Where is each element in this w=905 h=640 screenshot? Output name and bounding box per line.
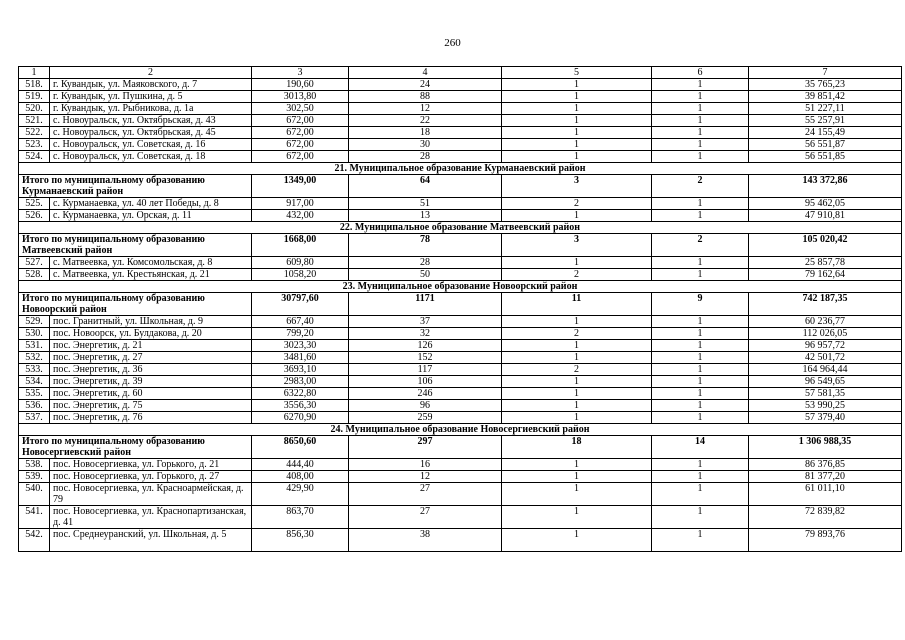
row-number: 541.	[19, 506, 50, 529]
row-area: 672,00	[252, 127, 349, 139]
row-address: с. Новоуральск, ул. Октябрьская, д. 45	[50, 127, 252, 139]
col-number-1: 1	[19, 67, 50, 79]
row-number: 523.	[19, 139, 50, 151]
row-col5: 1	[502, 316, 652, 328]
row-sum: 24 155,49	[749, 127, 902, 139]
row-address: с. Новоуральск, ул. Октябрьская, д. 43	[50, 115, 252, 127]
row-area: 3013,80	[252, 91, 349, 103]
row-col6: 1	[652, 506, 749, 529]
table-row	[19, 352, 902, 364]
row-address: пос. Новосергиевка, ул. Краснопартизанская, д. 41	[50, 506, 252, 529]
row-people: 18	[349, 127, 502, 139]
row-people: 246	[349, 388, 502, 400]
row-sum: 56 551,85	[749, 151, 902, 163]
row-sum: 164 964,44	[749, 364, 902, 376]
row-col6: 1	[652, 400, 749, 412]
row-sum: 81 377,20	[749, 471, 902, 483]
row-col6: 1	[652, 127, 749, 139]
table-row	[19, 127, 902, 139]
table-row	[19, 198, 902, 210]
row-col6: 1	[652, 91, 749, 103]
row-people: 38	[349, 529, 502, 552]
row-address: пос. Гранитный, ул. Школьная, д. 9	[50, 316, 252, 328]
row-number: 540.	[19, 483, 50, 506]
row-number: 539.	[19, 471, 50, 483]
row-sum: 35 765,23	[749, 79, 902, 91]
row-sum: 72 839,82	[749, 506, 902, 529]
row-number: 542.	[19, 529, 50, 552]
table-row	[19, 151, 902, 163]
table-row	[19, 459, 902, 471]
row-area: 917,00	[252, 198, 349, 210]
row-number: 537.	[19, 412, 50, 424]
table-row	[19, 412, 902, 424]
row-people: 259	[349, 412, 502, 424]
row-sum: 53 990,25	[749, 400, 902, 412]
row-col5: 1	[502, 139, 652, 151]
row-address: с. Матвеевка, ул. Крестьянская, д. 21	[50, 269, 252, 281]
col-number-3: 3	[252, 67, 349, 79]
row-col5: 1	[502, 412, 652, 424]
row-address: пос. Энергетик, д. 27	[50, 352, 252, 364]
col-number-6: 6	[652, 67, 749, 79]
row-sum: 60 236,77	[749, 316, 902, 328]
row-sum: 95 462,05	[749, 198, 902, 210]
row-sum: 25 857,78	[749, 257, 902, 269]
row-col6: 1	[652, 529, 749, 552]
row-number: 534.	[19, 376, 50, 388]
total-label: Итого по муниципальному образованию Матвеевский район	[19, 234, 252, 257]
total-row	[19, 293, 902, 316]
row-col6: 1	[652, 352, 749, 364]
row-address: с. Новоуральск, ул. Советская, д. 16	[50, 139, 252, 151]
row-people: 27	[349, 483, 502, 506]
col-number-4: 4	[349, 67, 502, 79]
row-col6: 1	[652, 364, 749, 376]
total-area: 8650,60	[252, 436, 349, 459]
row-number: 535.	[19, 388, 50, 400]
table-row	[19, 139, 902, 151]
row-sum: 42 501,72	[749, 352, 902, 364]
row-area: 6270,90	[252, 412, 349, 424]
row-sum: 86 376,85	[749, 459, 902, 471]
row-col6: 1	[652, 376, 749, 388]
table-row	[19, 388, 902, 400]
row-number: 518.	[19, 79, 50, 91]
row-people: 12	[349, 103, 502, 115]
row-col5: 1	[502, 91, 652, 103]
row-people: 13	[349, 210, 502, 222]
row-number: 522.	[19, 127, 50, 139]
total-row	[19, 234, 902, 257]
row-area: 1058,20	[252, 269, 349, 281]
table-row	[19, 483, 902, 506]
row-people: 50	[349, 269, 502, 281]
section-title: 24. Муниципальное образование Новосергиевский район	[19, 424, 902, 436]
section-header-row	[19, 424, 902, 436]
total-sum: 1 306 988,35	[749, 436, 902, 459]
row-address: пос. Энергетик, д. 60	[50, 388, 252, 400]
col-number-7: 7	[749, 67, 902, 79]
row-sum: 57 379,40	[749, 412, 902, 424]
table-row	[19, 79, 902, 91]
row-col6: 1	[652, 471, 749, 483]
row-col5: 1	[502, 352, 652, 364]
table-row	[19, 91, 902, 103]
row-area: 302,50	[252, 103, 349, 115]
table-row	[19, 506, 902, 529]
row-area: 609,80	[252, 257, 349, 269]
total-sum: 143 372,86	[749, 175, 902, 198]
row-col5: 2	[502, 198, 652, 210]
row-people: 126	[349, 340, 502, 352]
row-col5: 2	[502, 364, 652, 376]
row-number: 527.	[19, 257, 50, 269]
total-row	[19, 436, 902, 459]
row-number: 528.	[19, 269, 50, 281]
row-col6: 1	[652, 412, 749, 424]
row-address: с. Курманаевка, ул. Орская, д. 11	[50, 210, 252, 222]
total-row	[19, 175, 902, 198]
row-col5: 1	[502, 529, 652, 552]
section-header-row	[19, 222, 902, 234]
total-sum: 105 020,42	[749, 234, 902, 257]
row-people: 30	[349, 139, 502, 151]
row-people: 117	[349, 364, 502, 376]
row-people: 88	[349, 91, 502, 103]
col-number-5: 5	[502, 67, 652, 79]
row-address: пос. Новосергиевка, ул. Горького, д. 21	[50, 459, 252, 471]
row-people: 24	[349, 79, 502, 91]
row-col6: 1	[652, 269, 749, 281]
total-col6: 14	[652, 436, 749, 459]
row-col6: 1	[652, 103, 749, 115]
row-address: пос. Энергетик, д. 39	[50, 376, 252, 388]
row-number: 529.	[19, 316, 50, 328]
row-area: 429,90	[252, 483, 349, 506]
column-number-row	[19, 67, 902, 79]
row-address: с. Матвеевка, ул. Комсомольская, д. 8	[50, 257, 252, 269]
row-number: 530.	[19, 328, 50, 340]
row-col6: 1	[652, 388, 749, 400]
register-table-body	[19, 67, 902, 552]
total-people: 297	[349, 436, 502, 459]
row-number: 525.	[19, 198, 50, 210]
row-col5: 1	[502, 79, 652, 91]
total-col6: 2	[652, 234, 749, 257]
section-title: 22. Муниципальное образование Матвеевский район	[19, 222, 902, 234]
table-row	[19, 471, 902, 483]
col-number-2: 2	[50, 67, 252, 79]
row-col6: 1	[652, 459, 749, 471]
row-address: пос. Новосергиевка, ул. Горького, д. 27	[50, 471, 252, 483]
row-people: 27	[349, 506, 502, 529]
row-people: 28	[349, 257, 502, 269]
row-people: 106	[349, 376, 502, 388]
row-address: г. Кувандык, ул. Маяковского, д. 7	[50, 79, 252, 91]
row-address: пос. Новосергиевка, ул. Красноармейская, д. 79	[50, 483, 252, 506]
row-sum: 112 026,05	[749, 328, 902, 340]
section-header-row	[19, 163, 902, 175]
row-sum: 39 851,42	[749, 91, 902, 103]
row-col5: 1	[502, 340, 652, 352]
row-col5: 1	[502, 127, 652, 139]
table-row	[19, 376, 902, 388]
row-address: пос. Энергетик, д. 36	[50, 364, 252, 376]
row-people: 37	[349, 316, 502, 328]
row-area: 6322,80	[252, 388, 349, 400]
row-col5: 1	[502, 471, 652, 483]
row-col6: 1	[652, 340, 749, 352]
row-col6: 1	[652, 328, 749, 340]
row-area: 3481,60	[252, 352, 349, 364]
row-sum: 57 581,35	[749, 388, 902, 400]
row-sum: 51 227,11	[749, 103, 902, 115]
total-col6: 2	[652, 175, 749, 198]
row-col6: 1	[652, 198, 749, 210]
table-row	[19, 400, 902, 412]
row-sum: 56 551,87	[749, 139, 902, 151]
total-label: Итого по муниципальному образованию Новосергиевский район	[19, 436, 252, 459]
total-label: Итого по муниципальному образованию Новоорский район	[19, 293, 252, 316]
row-area: 672,00	[252, 139, 349, 151]
row-col5: 1	[502, 376, 652, 388]
row-sum: 96 957,72	[749, 340, 902, 352]
row-col5: 1	[502, 210, 652, 222]
row-address: г. Кувандык, ул. Пушкина, д. 5	[50, 91, 252, 103]
row-col6: 1	[652, 79, 749, 91]
row-area: 3556,30	[252, 400, 349, 412]
row-people: 51	[349, 198, 502, 210]
row-col6: 1	[652, 316, 749, 328]
row-col6: 1	[652, 483, 749, 506]
row-col5: 2	[502, 269, 652, 281]
row-sum: 96 549,65	[749, 376, 902, 388]
row-col5: 1	[502, 151, 652, 163]
register-table	[18, 66, 902, 552]
row-col6: 1	[652, 115, 749, 127]
total-sum: 742 187,35	[749, 293, 902, 316]
row-address: пос. Энергетик, д. 21	[50, 340, 252, 352]
row-col5: 1	[502, 115, 652, 127]
row-people: 28	[349, 151, 502, 163]
row-area: 3023,30	[252, 340, 349, 352]
total-area: 30797,60	[252, 293, 349, 316]
total-col5: 18	[502, 436, 652, 459]
row-col5: 2	[502, 328, 652, 340]
row-area: 672,00	[252, 151, 349, 163]
row-area: 408,00	[252, 471, 349, 483]
total-people: 1171	[349, 293, 502, 316]
row-address: пос. Энергетик, д. 75	[50, 400, 252, 412]
row-col5: 1	[502, 459, 652, 471]
row-number: 519.	[19, 91, 50, 103]
row-people: 16	[349, 459, 502, 471]
row-number: 526.	[19, 210, 50, 222]
row-area: 2983,00	[252, 376, 349, 388]
page-number: 260	[444, 37, 461, 49]
table-row	[19, 257, 902, 269]
total-label: Итого по муниципальному образованию Курманаевский район	[19, 175, 252, 198]
row-sum: 55 257,91	[749, 115, 902, 127]
total-col5: 3	[502, 234, 652, 257]
total-col5: 3	[502, 175, 652, 198]
row-people: 12	[349, 471, 502, 483]
row-people: 152	[349, 352, 502, 364]
row-col5: 1	[502, 388, 652, 400]
row-address: с. Курманаевка, ул. 40 лет Победы, д. 8	[50, 198, 252, 210]
section-header-row	[19, 281, 902, 293]
row-number: 531.	[19, 340, 50, 352]
section-title: 23. Муниципальное образование Новоорский район	[19, 281, 902, 293]
table-row	[19, 115, 902, 127]
row-area: 444,40	[252, 459, 349, 471]
row-number: 521.	[19, 115, 50, 127]
row-area: 3693,10	[252, 364, 349, 376]
table-row	[19, 316, 902, 328]
row-area: 432,00	[252, 210, 349, 222]
row-number: 536.	[19, 400, 50, 412]
table-row	[19, 103, 902, 115]
row-col5: 1	[502, 506, 652, 529]
row-area: 799,20	[252, 328, 349, 340]
total-area: 1668,00	[252, 234, 349, 257]
row-number: 524.	[19, 151, 50, 163]
row-address: пос. Энергетик, д. 76	[50, 412, 252, 424]
row-sum: 47 910,81	[749, 210, 902, 222]
row-col5: 1	[502, 400, 652, 412]
row-area: 856,30	[252, 529, 349, 552]
row-number: 520.	[19, 103, 50, 115]
table-row	[19, 328, 902, 340]
row-col5: 1	[502, 483, 652, 506]
row-area: 672,00	[252, 115, 349, 127]
row-col6: 1	[652, 210, 749, 222]
table-row	[19, 529, 902, 552]
row-sum: 79 893,76	[749, 529, 902, 552]
row-address: пос. Среднеуранский, ул. Школьная, д. 5	[50, 529, 252, 552]
row-col6: 1	[652, 257, 749, 269]
table-row	[19, 269, 902, 281]
total-area: 1349,00	[252, 175, 349, 198]
table-row	[19, 340, 902, 352]
section-title: 21. Муниципальное образование Курманаевский район	[19, 163, 902, 175]
row-number: 532.	[19, 352, 50, 364]
table-row	[19, 210, 902, 222]
row-address: г. Кувандык, ул. Рыбникова, д. 1а	[50, 103, 252, 115]
row-address: пос. Новоорск, ул. Булдакова, д. 20	[50, 328, 252, 340]
row-sum: 61 011,10	[749, 483, 902, 506]
total-people: 78	[349, 234, 502, 257]
row-sum: 79 162,64	[749, 269, 902, 281]
row-col5: 1	[502, 103, 652, 115]
total-col6: 9	[652, 293, 749, 316]
table-row	[19, 364, 902, 376]
row-col6: 1	[652, 139, 749, 151]
row-number: 533.	[19, 364, 50, 376]
total-col5: 11	[502, 293, 652, 316]
row-people: 96	[349, 400, 502, 412]
row-people: 22	[349, 115, 502, 127]
total-people: 64	[349, 175, 502, 198]
row-number: 538.	[19, 459, 50, 471]
row-area: 863,70	[252, 506, 349, 529]
row-col6: 1	[652, 151, 749, 163]
row-col5: 1	[502, 257, 652, 269]
row-people: 32	[349, 328, 502, 340]
row-area: 667,40	[252, 316, 349, 328]
row-area: 190,60	[252, 79, 349, 91]
row-address: с. Новоуральск, ул. Советская, д. 18	[50, 151, 252, 163]
